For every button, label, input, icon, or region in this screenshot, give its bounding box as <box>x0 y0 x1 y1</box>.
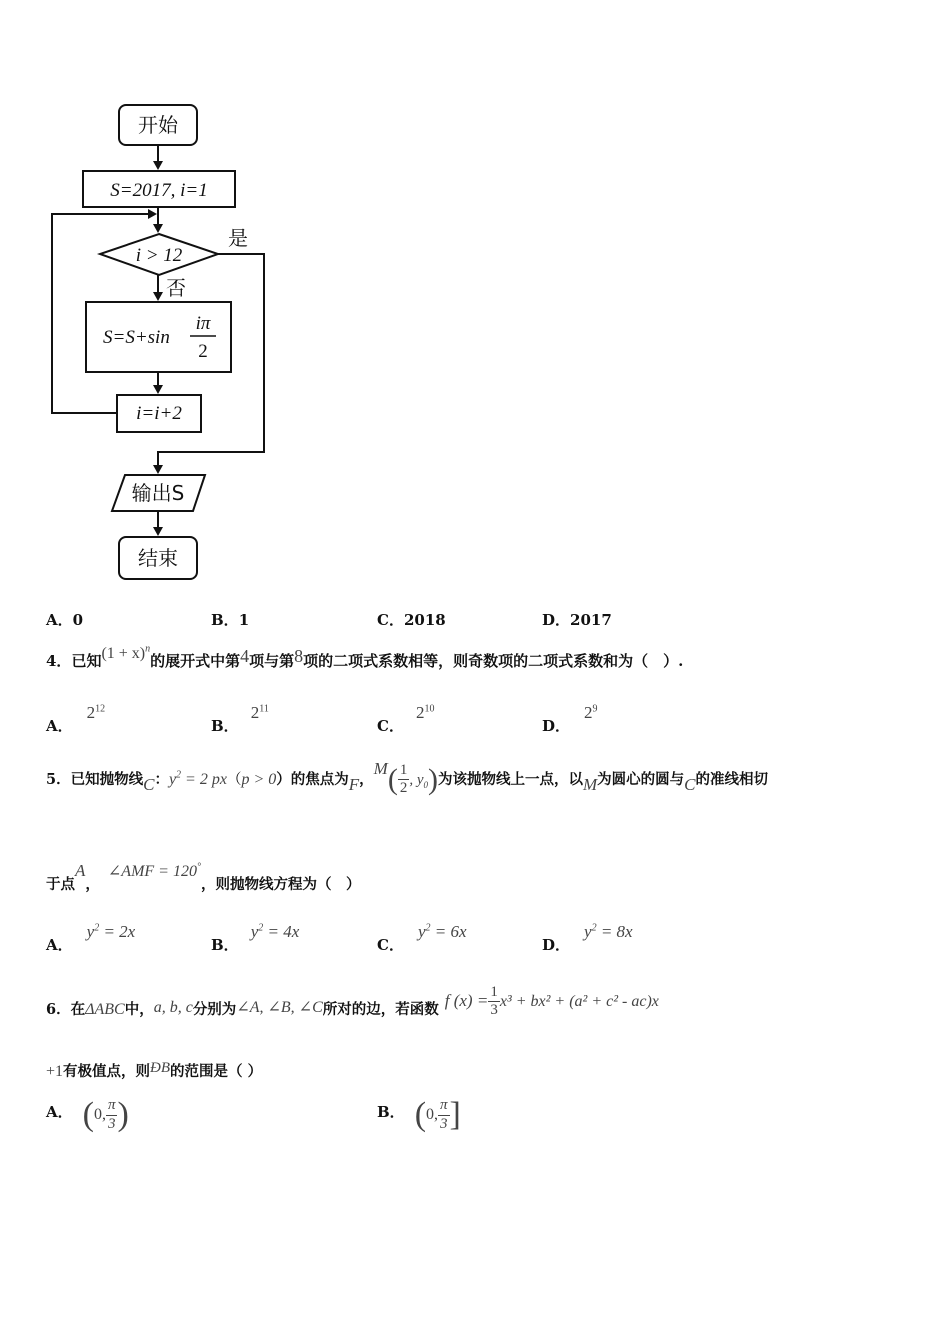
q3-option-a: A．0 <box>46 611 84 629</box>
q6-option-a: A． (0, $\frac{\pi}{3}$ ) <box>46 1096 129 1133</box>
q4-option-a: A．$2^{12}$ <box>46 703 106 735</box>
no-label: 否 <box>166 276 186 300</box>
q3-option-c: C．2018 <box>377 611 446 629</box>
question-6-line-2: +1有极值点，则ÐB的范围是（ ） <box>46 1060 263 1080</box>
yes-label: 是 <box>228 226 248 250</box>
question-6-line-1: 6．在ΔABC中，a, b, c分别为∠A, ∠B, ∠C所对的边，若函数 f (x) = $\frac{1}{3}$ x³ + bx² + (a² + c² - ac)x <box>46 984 659 1019</box>
q3-option-d: D．2017 <box>542 611 612 629</box>
question-4: 4．已知$(1 + x)^n$的展开式中第4项与第8项的二项式系数相等，则奇数项的二项式系数和为（ ）. <box>46 643 684 670</box>
q4-option-c: C．$2^{10}$ <box>377 703 435 735</box>
q6-option-b: B． (0, $\frac{\pi}{3}$ ] <box>377 1096 461 1133</box>
output-label: 输出S <box>131 481 185 505</box>
q5-option-a: A．$y^2 = 2x$ <box>46 922 136 954</box>
process-numerator: iπ <box>195 313 211 334</box>
q4-option-b: B．$2^{11}$ <box>211 703 269 735</box>
q5-option-c: C．$y^2 = 6x$ <box>377 922 467 954</box>
process-label: S=S+sin <box>103 327 170 348</box>
question-5-line-2: 于点A，∠AMF = 120°，则抛物线方程为（ ） <box>46 861 361 893</box>
q5-option-d: D．$y^2 = 8x$ <box>542 922 633 954</box>
init-label: S=2017, i=1 <box>110 180 208 201</box>
q5-option-b: B．$y^2 = 4x$ <box>211 922 300 954</box>
q3-option-b: B．1 <box>211 611 250 629</box>
condition-label: i > 12 <box>135 245 183 266</box>
end-label: 结束 <box>138 546 178 570</box>
increment-label: i=i+2 <box>136 403 182 424</box>
flowchart <box>0 0 320 600</box>
process-denominator: 2 <box>198 341 208 362</box>
q4-option-d: D．$2^9$ <box>542 703 598 735</box>
start-label: 开始 <box>138 113 178 137</box>
question-5-line-1: 5．已知抛物线C：$y^2 = 2$ px（p > 0）的焦点为F，M( $\frac{1}{2}$ , $y_0$)为该抛物线上一点，以M为圆心的圆与C的准线相切 <box>46 758 768 797</box>
